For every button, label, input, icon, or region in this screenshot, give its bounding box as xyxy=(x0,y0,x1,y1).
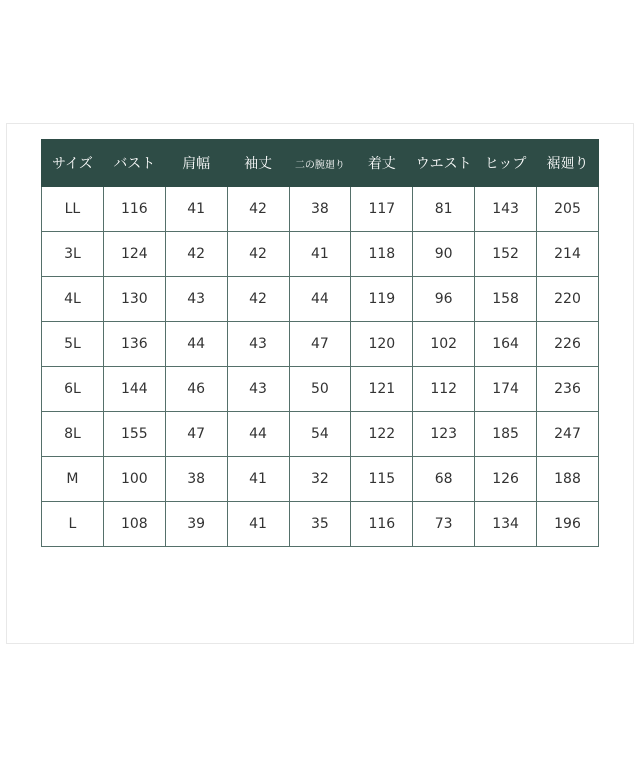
measurement-cell: 174 xyxy=(475,367,537,412)
measurement-cell: 43 xyxy=(165,277,227,322)
measurement-cell: 42 xyxy=(227,232,289,277)
measurement-cell: 73 xyxy=(413,502,475,547)
measurement-cell: 158 xyxy=(475,277,537,322)
measurement-cell: 43 xyxy=(227,322,289,367)
header-shoulder-width: 肩幅 xyxy=(165,140,227,187)
measurement-cell: 124 xyxy=(103,232,165,277)
measurement-cell: 44 xyxy=(227,412,289,457)
measurement-cell: 44 xyxy=(289,277,351,322)
measurement-cell: 236 xyxy=(537,367,599,412)
measurement-cell: 136 xyxy=(103,322,165,367)
size-chart-table xyxy=(41,139,599,547)
header-size: サイズ xyxy=(42,140,104,187)
size-label-cell: 6L xyxy=(42,367,104,412)
measurement-cell: 220 xyxy=(537,277,599,322)
measurement-cell: 120 xyxy=(351,322,413,367)
measurement-cell: 117 xyxy=(351,187,413,232)
header-waist: ウエスト xyxy=(413,140,475,187)
measurement-cell: 108 xyxy=(103,502,165,547)
size-label-cell: M xyxy=(42,457,104,502)
measurement-cell: 42 xyxy=(227,277,289,322)
measurement-cell: 152 xyxy=(475,232,537,277)
measurement-cell: 185 xyxy=(475,412,537,457)
table-body xyxy=(42,187,599,547)
measurement-cell: 41 xyxy=(227,457,289,502)
size-label-cell: 8L xyxy=(42,412,104,457)
measurement-cell: 126 xyxy=(475,457,537,502)
measurement-cell: 54 xyxy=(289,412,351,457)
measurement-cell: 42 xyxy=(227,187,289,232)
table-row xyxy=(42,457,599,502)
size-label-cell: 5L xyxy=(42,322,104,367)
measurement-cell: 116 xyxy=(103,187,165,232)
measurement-cell: 39 xyxy=(165,502,227,547)
measurement-cell: 155 xyxy=(103,412,165,457)
measurement-cell: 38 xyxy=(289,187,351,232)
header-bust: バスト xyxy=(103,140,165,187)
table-row xyxy=(42,502,599,547)
measurement-cell: 41 xyxy=(227,502,289,547)
measurement-cell: 47 xyxy=(165,412,227,457)
header-hem: 裾廻り xyxy=(537,140,599,187)
size-label-cell: L xyxy=(42,502,104,547)
measurement-cell: 226 xyxy=(537,322,599,367)
measurement-cell: 32 xyxy=(289,457,351,502)
measurement-cell: 46 xyxy=(165,367,227,412)
table-row xyxy=(42,277,599,322)
measurement-cell: 42 xyxy=(165,232,227,277)
header-hip: ヒップ xyxy=(475,140,537,187)
measurement-cell: 43 xyxy=(227,367,289,412)
measurement-cell: 68 xyxy=(413,457,475,502)
measurement-cell: 130 xyxy=(103,277,165,322)
size-label-cell: 3L xyxy=(42,232,104,277)
measurement-cell: 100 xyxy=(103,457,165,502)
measurement-cell: 134 xyxy=(475,502,537,547)
table-row xyxy=(42,187,599,232)
measurement-cell: 122 xyxy=(351,412,413,457)
header-sleeve-length: 袖丈 xyxy=(227,140,289,187)
measurement-cell: 188 xyxy=(537,457,599,502)
measurement-cell: 81 xyxy=(413,187,475,232)
header-row xyxy=(42,140,599,187)
measurement-cell: 90 xyxy=(413,232,475,277)
measurement-cell: 116 xyxy=(351,502,413,547)
measurement-cell: 196 xyxy=(537,502,599,547)
measurement-cell: 112 xyxy=(413,367,475,412)
measurement-cell: 164 xyxy=(475,322,537,367)
measurement-cell: 247 xyxy=(537,412,599,457)
table-row xyxy=(42,232,599,277)
measurement-cell: 115 xyxy=(351,457,413,502)
measurement-cell: 41 xyxy=(165,187,227,232)
measurement-cell: 35 xyxy=(289,502,351,547)
table-row xyxy=(42,322,599,367)
measurement-cell: 44 xyxy=(165,322,227,367)
measurement-cell: 118 xyxy=(351,232,413,277)
measurement-cell: 119 xyxy=(351,277,413,322)
measurement-cell: 121 xyxy=(351,367,413,412)
size-label-cell: LL xyxy=(42,187,104,232)
measurement-cell: 50 xyxy=(289,367,351,412)
measurement-cell: 143 xyxy=(475,187,537,232)
table-row xyxy=(42,412,599,457)
measurement-cell: 214 xyxy=(537,232,599,277)
header-length: 着丈 xyxy=(351,140,413,187)
measurement-cell: 38 xyxy=(165,457,227,502)
measurement-cell: 102 xyxy=(413,322,475,367)
measurement-cell: 47 xyxy=(289,322,351,367)
measurement-cell: 144 xyxy=(103,367,165,412)
size-label-cell: 4L xyxy=(42,277,104,322)
table-header xyxy=(42,140,599,187)
measurement-cell: 96 xyxy=(413,277,475,322)
measurement-cell: 205 xyxy=(537,187,599,232)
measurement-cell: 123 xyxy=(413,412,475,457)
header-upper-arm: 二の腕廻り xyxy=(289,140,351,187)
table-row xyxy=(42,367,599,412)
measurement-cell: 41 xyxy=(289,232,351,277)
